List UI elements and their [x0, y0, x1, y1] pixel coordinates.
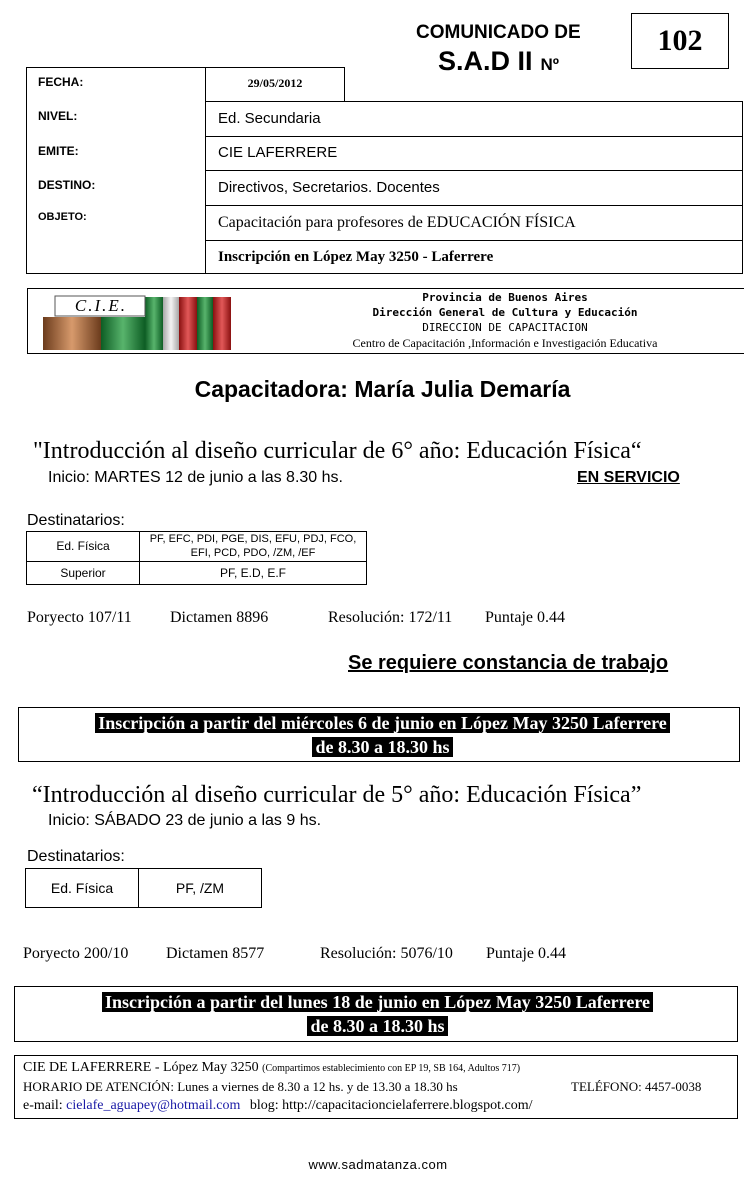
destino-label: DESTINO: — [38, 178, 96, 192]
banner-centro: Centro de Capacitación ,Información e Investigación Educativa — [352, 336, 658, 350]
fecha-value: 29/05/2012 — [247, 76, 303, 90]
footer-address-note: (Compartimos establecimiento con EP 19, SB 164, Adultos 717) — [262, 1063, 521, 1074]
destino-value: Directivos, Secretarios. Docentes — [218, 179, 440, 196]
table-cell-codes: PF, E.D, E.F — [219, 566, 286, 580]
course1-modalidad: EN SERVICIO — [577, 469, 680, 486]
table-cell-nivel: Superior — [60, 566, 106, 580]
footer-email-link[interactable]: cielafe_aguapey@hotmail.com — [66, 1098, 241, 1113]
course1-inscripcion — [0, 711, 750, 759]
footer-address-main: CIE DE LAFERRERE - López May 3250 — [23, 1060, 259, 1075]
footer-blog[interactable]: blog: http://capacitacioncielaferrere.blogspot.com/ — [249, 1098, 533, 1113]
course1-dictamen: Dictamen 8896 — [170, 609, 269, 626]
emite-label: EMITE: — [38, 144, 79, 158]
constancia-requirement: Se requiere constancia de trabajo — [348, 652, 669, 674]
course1-proyecto: Poryecto 107/11 — [27, 609, 132, 626]
footer-horario: HORARIO DE ATENCIÓN: Lunes a viernes de 8.30 a 12 hs. y de 13.30 a 18.30 hs — [23, 1079, 458, 1094]
banner-direccion-capacitacion: DIRECCION DE CAPACITACION — [422, 321, 588, 334]
course1-destinatarios-label: Destinatarios: — [27, 512, 125, 529]
footer-contact — [23, 1098, 533, 1114]
course1-puntaje: Puntaje 0.44 — [485, 609, 565, 626]
cie-logo — [41, 293, 233, 351]
banner-provincia: Provincia de Buenos Aires — [422, 291, 588, 304]
course1-title: "Introducción al diseño curricular de 6° año: Educación Física“ — [33, 438, 642, 464]
website-url[interactable]: www.sadmatanza.com — [308, 1157, 448, 1172]
nivel-value: Ed. Secundaria — [218, 110, 321, 127]
cie-logo-text: C.I.E. — [74, 296, 128, 315]
course2-title: “Introducción al diseño curricular de 5° año: Educación Física” — [32, 782, 642, 808]
table-cell-nivel: Ed. Física — [50, 880, 114, 896]
course1-inicio: Inicio: MARTES 12 de junio a las 8.30 hs. — [48, 469, 343, 486]
inscripcion-line1: Inscripción a partir del miércoles 6 de junio en López May 3250 Laferrere — [95, 713, 670, 733]
footer-telefono: TELÉFONO: 4457-0038 — [571, 1079, 702, 1094]
table-cell-nivel: Ed. Física — [56, 539, 110, 553]
nivel-label: NIVEL: — [38, 109, 78, 123]
course2-destinatarios-label: Destinatarios: — [27, 848, 125, 865]
comunicado-number: 102 — [631, 13, 729, 69]
course2-inicio: Inicio: SÁBADO 23 de junio a las 9 hs. — [48, 812, 322, 829]
sad-title-text: S.A.D II — [438, 46, 533, 76]
footer-email-label: e-mail: — [23, 1098, 63, 1113]
sad-title — [438, 46, 559, 77]
table-cell-codes: PF, /ZM — [175, 880, 225, 896]
inscripcion-line2: de 8.30 a 18.30 hs — [307, 1016, 447, 1036]
number-sign: Nº — [540, 55, 560, 74]
course1-resolucion: Resolución: 172/11 — [328, 609, 453, 626]
course2-inscripcion — [0, 990, 750, 1038]
course2-resolucion: Resolución: 5076/10 — [320, 945, 453, 962]
course2-puntaje: Puntaje 0.44 — [486, 945, 566, 962]
table-cell-codes: PF, EFC, PDI, PGE, DIS, EFU, PDJ, FCO, EFI, PCD, PDO, /ZM, /EF — [149, 533, 357, 559]
emite-value: CIE LAFERRERE — [218, 144, 338, 161]
course2-proyecto: Poryecto 200/10 — [23, 945, 129, 962]
inscripcion-line2: de 8.30 a 18.30 hs — [312, 737, 452, 757]
inscripcion-line1: Inscripción a partir del lunes 18 de junio en López May 3250 Laferrere — [102, 992, 653, 1012]
banner-direccion-general: Dirección General de Cultura y Educación — [372, 306, 638, 319]
footer-address — [23, 1060, 520, 1076]
capacitadora-heading: Capacitadora: María Julia Demaría — [194, 376, 571, 402]
comunicado-title: COMUNICADO DE — [416, 22, 581, 43]
inscripcion-value: Inscripción en López May 3250 - Laferrere — [218, 249, 494, 265]
fecha-label: FECHA: — [38, 75, 84, 89]
course2-dictamen: Dictamen 8577 — [166, 945, 265, 962]
objeto-value: Capacitación para profesores de EDUCACIÓN FÍSICA — [218, 214, 576, 231]
objeto-label: OBJETO: — [38, 211, 87, 223]
